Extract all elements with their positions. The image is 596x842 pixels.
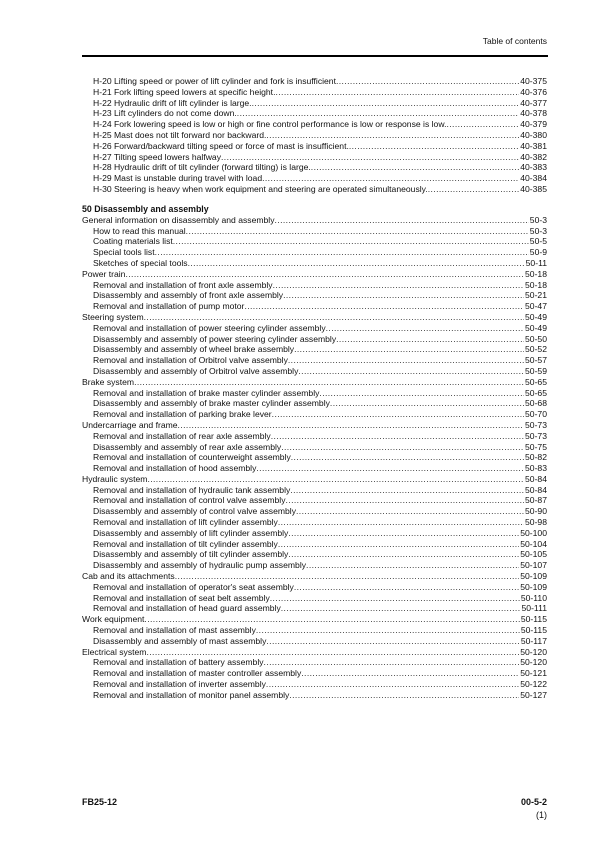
toc-entry-page: 40-375 xyxy=(520,76,547,86)
toc-entry[interactable] xyxy=(82,280,547,291)
toc-entry-title: Removal and installation of battery assembly xyxy=(93,657,264,668)
toc-entry-title: Removal and installation of parking brake lever xyxy=(93,409,272,420)
toc-entry-title: H-26 Forward/backward tilting speed or force of mast is insufficient. xyxy=(93,140,349,151)
toc-entry-page: 50-65 xyxy=(525,376,547,387)
toc-leader-dots xyxy=(290,485,524,496)
toc-leader-dots xyxy=(289,690,519,701)
toc-entry-page: 50-73 xyxy=(525,419,547,430)
toc-entry-title: Cab and its attachments xyxy=(82,571,175,582)
toc-entry-title: General information on disassembly and assembly xyxy=(82,214,275,225)
toc-entry[interactable] xyxy=(82,269,547,280)
toc-entry-title: H-27 Tilting speed lowers halfway xyxy=(93,151,222,162)
toc-entry[interactable] xyxy=(82,420,547,431)
toc-entry[interactable] xyxy=(82,98,547,109)
toc-entry[interactable] xyxy=(82,173,547,184)
toc-entry-page: 40-385 xyxy=(520,183,547,194)
toc-entry[interactable] xyxy=(82,452,547,463)
toc-leader-dots xyxy=(446,119,519,130)
toc-leader-dots xyxy=(296,506,524,517)
toc-entry-title: Removal and installation of operator's seat assembly xyxy=(93,581,294,592)
toc-entry-title: Disassembly and assembly of power steering cylinder assembly xyxy=(93,333,337,344)
toc-entry-title: Special tools list xyxy=(93,247,155,258)
toc-entry-title: Disassembly and assembly of front axle assembly xyxy=(93,290,284,301)
toc-leader-dots xyxy=(237,108,519,119)
toc-leader-dots xyxy=(281,442,524,453)
toc-entry-title: Removal and installation of lift cylinder assembly xyxy=(93,517,278,528)
toc-entry-page: 50-75 xyxy=(525,441,547,452)
toc-leader-dots xyxy=(173,236,529,247)
toc-entry-page: 50-57 xyxy=(525,355,547,366)
toc-entry[interactable] xyxy=(82,388,547,399)
toc-entry-page: 50-83 xyxy=(525,463,547,474)
toc-leader-dots xyxy=(306,560,519,571)
toc-entry-title: Removal and installation of mast assembly xyxy=(93,625,256,636)
toc-entry-title: Removal and installation of counterweight assembly xyxy=(93,452,291,463)
toc-entry[interactable] xyxy=(82,582,547,593)
toc-entry-title: H-23 Lift cylinders do not come down. xyxy=(93,108,237,119)
toc-entry-page: 50-120 xyxy=(520,657,547,668)
toc-entry-page: 50-49 xyxy=(525,311,547,322)
toc-entry-title: Coating materials list xyxy=(93,236,173,247)
toc-entry[interactable] xyxy=(82,431,547,442)
toc-entry[interactable] xyxy=(82,593,547,604)
toc-leader-dots xyxy=(262,173,519,184)
toc-entry[interactable] xyxy=(82,334,547,345)
toc-entry[interactable] xyxy=(82,463,547,474)
toc-entry-title: Removal and installation of monitor panel assembly xyxy=(93,689,290,700)
toc-entry-page: 50-104 xyxy=(520,538,547,549)
toc-entry-title: Removal and installation of hood assembly xyxy=(93,463,257,474)
toc-entry[interactable] xyxy=(82,258,547,269)
toc-entry-title: Disassembly and assembly of wheel brake assembly xyxy=(93,344,295,355)
toc-leader-dots xyxy=(288,355,524,366)
toc-entry-page: 50-105 xyxy=(520,549,547,560)
toc-entry[interactable] xyxy=(82,366,547,377)
toc-entry-page: 40-382 xyxy=(520,151,547,162)
toc-leader-dots xyxy=(326,323,524,334)
toc-entry[interactable] xyxy=(82,485,547,496)
toc-entry-page: 50-127 xyxy=(520,689,547,700)
toc-leader-dots xyxy=(278,539,519,550)
toc-entry-page: 50-84 xyxy=(525,484,547,495)
toc-entry-page: 50-117 xyxy=(520,635,547,646)
toc-entry-page: 40-379 xyxy=(520,119,547,130)
toc-entry-page: 50-21 xyxy=(525,290,547,301)
toc-leader-dots xyxy=(283,290,524,301)
toc-entry-page: 50-70 xyxy=(525,409,547,420)
toc-leader-dots xyxy=(146,647,519,658)
toc-entry-page: 40-377 xyxy=(520,97,547,108)
section50-entries-list xyxy=(82,215,547,701)
toc-entry-title: Brake system xyxy=(82,376,135,387)
toc-entry[interactable] xyxy=(82,377,547,388)
toc-entry[interactable] xyxy=(82,323,547,334)
toc-entry-title: Steering system xyxy=(82,311,144,322)
toc-entry-title: Removal and installation of power steering cylinder assembly xyxy=(93,322,326,333)
toc-leader-dots xyxy=(125,269,524,280)
toc-entry-title: Hydraulic system xyxy=(82,473,148,484)
toc-entry-page: 50-115 xyxy=(520,625,547,636)
toc-entry[interactable] xyxy=(82,290,547,301)
toc-entry[interactable] xyxy=(82,119,547,130)
toc-entry-page: 50-68 xyxy=(525,398,547,409)
toc-entry-title: Removal and installation of brake master cylinder assembly xyxy=(93,387,320,398)
toc-entry-page: 50-121 xyxy=(520,668,547,679)
toc-entry-title: Removal and installation of master controller assembly xyxy=(93,668,302,679)
toc-leader-dots xyxy=(221,152,519,163)
toc-leader-dots xyxy=(178,420,524,431)
toc-entry-page: 50-47 xyxy=(525,301,547,312)
toc-entry-page: 50-18 xyxy=(525,279,547,290)
toc-entry-page: 50-3 xyxy=(529,214,547,225)
toc-entry-page: 50-120 xyxy=(520,646,547,657)
toc-entry[interactable] xyxy=(82,215,547,226)
section-title: 50 Disassembly and assembly xyxy=(82,203,209,214)
toc-leader-dots xyxy=(275,87,519,98)
footer-model: FB25-12 xyxy=(82,797,118,807)
toc-entry-page: 50-11 xyxy=(525,257,547,268)
footer-page-number: 00-5-2 xyxy=(520,797,547,807)
toc-entry[interactable] xyxy=(82,517,547,528)
toc-entry[interactable] xyxy=(82,108,547,119)
toc-entry-title: Removal and installation of hydraulic tank assembly xyxy=(93,484,291,495)
toc-entry-title: Removal and installation of control valve assembly xyxy=(93,495,286,506)
toc-entry-page: 50-84 xyxy=(525,473,547,484)
toc-leader-dots xyxy=(294,582,519,593)
toc-entry-page: 50-52 xyxy=(525,344,547,355)
toc-entry-title: Removal and installation of Orbitrol valve assembly xyxy=(93,355,288,366)
toc-entry[interactable] xyxy=(82,162,547,173)
toc-entry[interactable] xyxy=(82,355,547,366)
toc-leader-dots xyxy=(134,377,524,388)
toc-entry-page: 50-122 xyxy=(520,679,547,690)
toc-entry[interactable] xyxy=(82,625,547,636)
toc-leader-dots xyxy=(291,452,524,463)
toc-entry[interactable] xyxy=(82,549,547,560)
toc-leader-dots xyxy=(266,636,520,647)
toc-entry-page: 50-110 xyxy=(520,592,547,603)
h-entries-list xyxy=(82,76,547,195)
toc-entry-page: 50-18 xyxy=(525,268,547,279)
toc-entry[interactable] xyxy=(82,312,547,323)
toc-leader-dots xyxy=(256,625,520,636)
toc-leader-dots xyxy=(281,603,521,614)
toc-entry[interactable] xyxy=(82,668,547,679)
toc-leader-dots xyxy=(271,431,524,442)
toc-entry-title: H-28 Hydraulic drift of tilt cylinder (forward tilting) is large. xyxy=(93,162,311,173)
toc-entry-title: Disassembly and assembly of rear axle assembly xyxy=(93,441,282,452)
toc-leader-dots xyxy=(244,301,524,312)
toc-entry-title: H-29 Mast is unstable during travel with load xyxy=(93,173,263,184)
toc-entry-title: How to read this manual xyxy=(93,225,186,236)
toc-entry[interactable] xyxy=(82,398,547,409)
toc-entry[interactable] xyxy=(82,301,547,312)
toc-entry-title: Disassembly and assembly of Orbitrol valve assembly xyxy=(93,365,299,376)
toc-entry[interactable] xyxy=(82,614,547,625)
toc-entry-page: 50-115 xyxy=(520,614,547,625)
toc-entry[interactable] xyxy=(82,344,547,355)
toc-entry-page: 40-378 xyxy=(520,108,547,119)
toc-leader-dots xyxy=(144,312,524,323)
toc-entry-title: Undercarriage and frame xyxy=(82,419,178,430)
toc-entry-title: H-25 Mast does not tilt forward nor backward. xyxy=(93,129,267,140)
toc-entry-title: Removal and installation of pump motor xyxy=(93,301,245,312)
toc-entry[interactable] xyxy=(82,87,547,98)
toc-entry[interactable] xyxy=(82,690,547,701)
toc-leader-dots xyxy=(428,184,520,195)
toc-entry-title: Disassembly and assembly of lift cylinder assembly xyxy=(93,527,289,538)
toc-leader-dots xyxy=(301,668,519,679)
toc-entry-page: 50-107 xyxy=(520,560,547,571)
toc-entry[interactable] xyxy=(82,130,547,141)
toc-entry-page: 50-109 xyxy=(520,571,547,582)
toc-entry-page: 50-98 xyxy=(525,517,547,528)
toc-entry[interactable] xyxy=(82,495,547,506)
toc-entry[interactable] xyxy=(82,603,547,614)
toc-entry-title: Disassembly and assembly of brake master cylinder assembly xyxy=(93,398,330,409)
toc-leader-dots xyxy=(144,614,519,625)
toc-entry-title: Removal and installation of inverter assembly xyxy=(93,679,266,690)
toc-entry[interactable] xyxy=(82,141,547,152)
toc-entry[interactable] xyxy=(82,539,547,550)
toc-entry-title: H-21 Fork lifting speed lowers at specific height. xyxy=(93,86,276,97)
toc-leader-dots xyxy=(294,344,524,355)
toc-entry[interactable] xyxy=(82,474,547,485)
toc-leader-dots xyxy=(278,517,524,528)
toc-entry-page: 50-100 xyxy=(520,527,547,538)
toc-entry[interactable] xyxy=(82,152,547,163)
toc-entry-title: Removal and installation of front axle assembly xyxy=(93,279,273,290)
toc-leader-dots xyxy=(330,398,524,409)
toc-entry-title: Electrical system xyxy=(82,646,147,657)
toc-entry-page: 50-82 xyxy=(525,452,547,463)
toc-leader-dots xyxy=(264,657,520,668)
toc-leader-dots xyxy=(336,334,524,345)
toc-leader-dots xyxy=(175,571,520,582)
toc-entry-title: Removal and installation of rear axle assembly xyxy=(93,430,271,441)
footer-revision: (1) xyxy=(536,810,547,820)
toc-leader-dots xyxy=(188,258,525,269)
toc-entry-title: Removal and installation of head guard assembly xyxy=(93,603,281,614)
toc-leader-dots xyxy=(186,226,529,237)
toc-entry[interactable] xyxy=(82,679,547,690)
toc-leader-dots xyxy=(288,549,519,560)
toc-entry[interactable] xyxy=(82,657,547,668)
toc-entry-page: 50-49 xyxy=(525,322,547,333)
toc-entry-page: 50-9 xyxy=(529,247,547,258)
toc-entry[interactable] xyxy=(82,247,547,258)
toc-entry-page: 50-73 xyxy=(525,430,547,441)
toc-entry[interactable] xyxy=(82,226,547,237)
toc-entry-page: 50-87 xyxy=(525,495,547,506)
toc-entry[interactable] xyxy=(82,409,547,420)
toc-entry-page: 50-59 xyxy=(525,365,547,376)
toc-entry-page: 40-384 xyxy=(520,173,547,184)
toc-leader-dots xyxy=(155,247,529,258)
toc-entry-title: Disassembly and assembly of hydraulic pump assembly xyxy=(93,560,307,571)
toc-leader-dots xyxy=(272,409,524,420)
toc-entry-title: Disassembly and assembly of control valve assembly xyxy=(93,506,296,517)
toc-leader-dots xyxy=(319,388,524,399)
toc-leader-dots xyxy=(298,366,524,377)
header-rule xyxy=(82,55,548,57)
toc-entry[interactable] xyxy=(82,76,547,87)
toc-entry-title: Removal and installation of tilt cylinder assembly xyxy=(93,538,278,549)
toc-entry-title: H-20 Lifting speed or power of lift cylinder and fork is insufficient xyxy=(93,76,336,86)
toc-entry[interactable] xyxy=(82,236,547,247)
toc-leader-dots xyxy=(147,474,524,485)
table-of-contents xyxy=(82,76,547,701)
toc-entry-page: 50-65 xyxy=(525,387,547,398)
toc-entry-page: 50-3 xyxy=(529,225,547,236)
toc-entry[interactable] xyxy=(82,647,547,658)
toc-entry-page: 50-109 xyxy=(520,581,547,592)
toc-leader-dots xyxy=(349,141,519,152)
toc-entry[interactable] xyxy=(82,506,547,517)
header-title: Table of contents xyxy=(482,36,547,46)
toc-entry-page: 50-111 xyxy=(521,603,547,614)
toc-leader-dots xyxy=(288,528,519,539)
toc-leader-dots xyxy=(311,162,519,173)
toc-entry-title: Power train xyxy=(82,268,126,279)
toc-entry-title: Work equipment xyxy=(82,614,145,625)
toc-leader-dots xyxy=(256,463,524,474)
toc-leader-dots xyxy=(336,76,519,87)
toc-leader-dots xyxy=(275,215,529,226)
toc-entry-title: Sketches of special tools xyxy=(93,257,188,268)
toc-entry-title: Disassembly and assembly of tilt cylinder assembly xyxy=(93,549,289,560)
toc-entry-page: 40-376 xyxy=(520,86,547,97)
toc-entry[interactable] xyxy=(82,528,547,539)
toc-entry[interactable] xyxy=(82,560,547,571)
toc-entry-page: 40-380 xyxy=(520,129,547,140)
toc-leader-dots xyxy=(286,495,525,506)
toc-entry[interactable] xyxy=(82,636,547,647)
toc-entry-title: H-30 Steering is heavy when work equipment and steering are operated simultaneously. xyxy=(93,183,428,194)
toc-entry[interactable] xyxy=(82,571,547,582)
toc-entry-title: Removal and installation of seat belt assembly xyxy=(93,592,270,603)
toc-entry-page: 50-90 xyxy=(525,506,547,517)
toc-entry-page: 50-50 xyxy=(525,333,547,344)
toc-entry[interactable] xyxy=(82,184,547,195)
toc-leader-dots xyxy=(273,280,524,291)
toc-entry-title: H-22 Hydraulic drift of lift cylinder is large. xyxy=(93,97,252,108)
toc-leader-dots xyxy=(266,679,519,690)
toc-entry-page: 40-381 xyxy=(520,140,547,151)
toc-leader-dots xyxy=(252,98,520,109)
toc-entry[interactable] xyxy=(82,442,547,453)
toc-entry-page: 50-5 xyxy=(529,236,547,247)
toc-entry-page: 40-383 xyxy=(520,162,547,173)
toc-entry-title: H-24 Fork lowering speed is low or high or fine control performance is low or response is low. xyxy=(93,119,447,130)
toc-entry-title: Disassembly and assembly of mast assembly xyxy=(93,635,267,646)
toc-leader-dots xyxy=(270,593,520,604)
toc-leader-dots xyxy=(266,130,519,141)
